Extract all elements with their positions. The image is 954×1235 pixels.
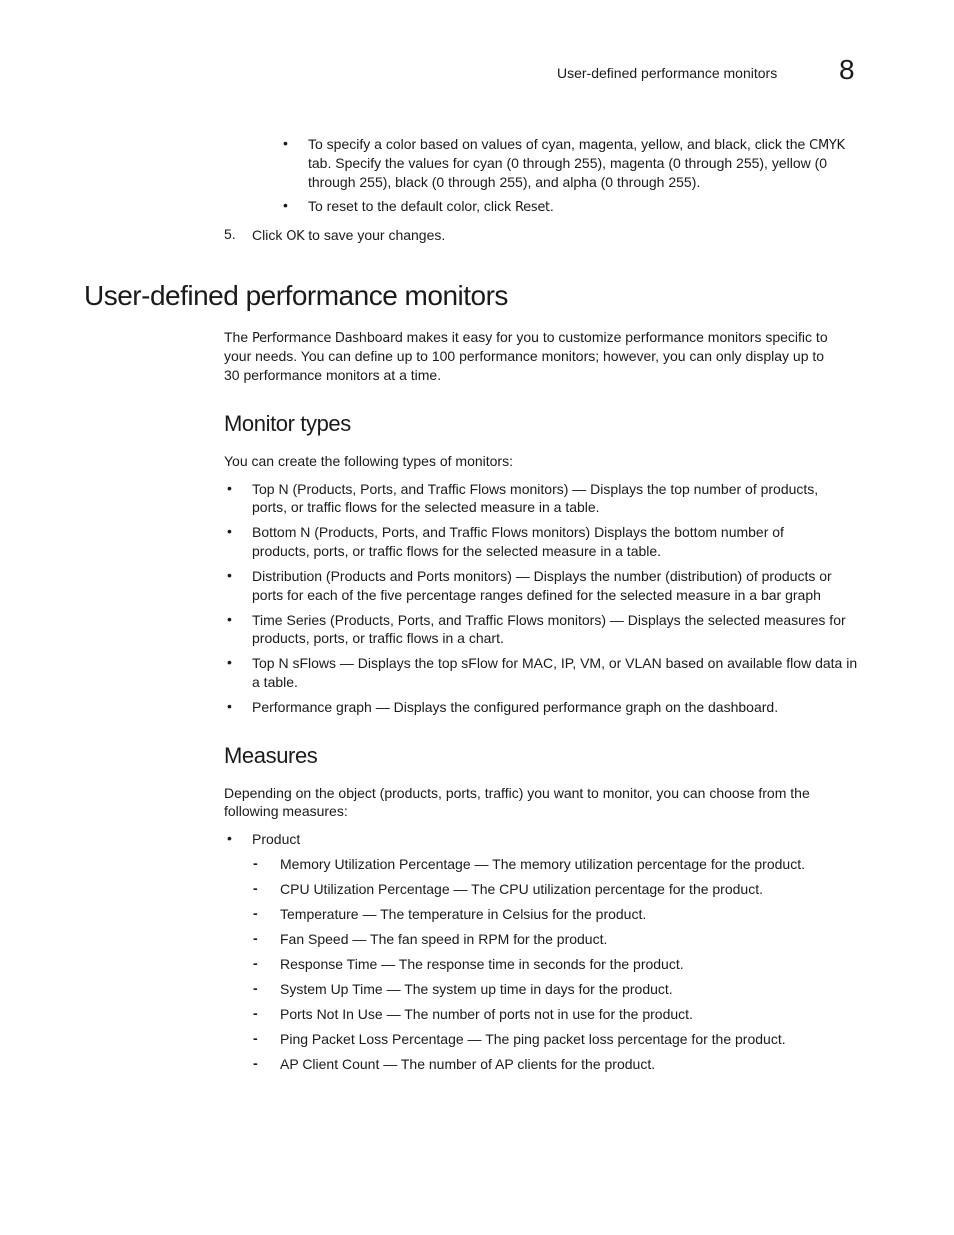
measure-item: CPU Utilization Percentage — The CPU utilization percentage for the product. [280, 881, 763, 897]
intro-para-line1 [224, 328, 828, 348]
measure-item: Response Time — The response time in seconds for the product. [280, 956, 684, 972]
monitor-type-item: Bottom N (Products, Ports, and Traffic Flows monitors) Displays the bottom number of [252, 524, 784, 540]
measure-item: Ports Not In Use — The number of ports not in use for the product. [280, 1006, 693, 1022]
bullet-icon: • [227, 480, 232, 496]
measure-item: Memory Utilization Percentage — The memory utilization percentage for the product. [280, 856, 805, 872]
step-5-pre: Click [252, 227, 287, 243]
step-5-text [252, 226, 445, 246]
measure-item: Temperature — The temperature in Celsius for the product. [280, 906, 647, 922]
intro-para-pre: The [224, 329, 253, 345]
reset-bullet-period: . [549, 198, 554, 214]
reset-bullet [308, 197, 554, 217]
dash-icon: - [253, 855, 258, 871]
bullet-icon: • [227, 567, 232, 583]
dash-icon: - [253, 930, 258, 946]
reset-button-term: Reset [515, 200, 550, 215]
monitor-type-item: Distribution (Products and Ports monitors) — Displays the number (distribution) of products or [252, 568, 832, 584]
dash-icon: - [253, 1030, 258, 1046]
bullet-icon: • [227, 523, 232, 539]
intro-para-post: makes it easy for you to customize performance monitors specific to [402, 329, 828, 345]
ok-button-term: OK [286, 229, 305, 244]
dash-icon: - [253, 905, 258, 921]
section-title: User-defined performance monitors [84, 280, 508, 311]
dash-icon: - [253, 980, 258, 996]
monitor-types-lead: You can create the following types of monitors: [224, 453, 513, 469]
cmyk-bullet-line1 [308, 135, 845, 155]
running-header-title: User-defined performance monitors [557, 65, 778, 81]
intro-para-line2: your needs. You can define up to 100 performance monitors; however, you can only display up to [224, 348, 825, 364]
bullet-icon: • [283, 197, 288, 213]
step-number: 5. [224, 226, 236, 242]
cmyk-bullet-line2: tab. Specify the values for cyan (0 through 255), magenta (0 through 255), yellow (0 [308, 155, 828, 171]
measures-lead-line1: Depending on the object (products, ports, traffic) you want to monitor, you can choose from the [224, 785, 810, 801]
monitor-types-heading: Monitor types [224, 411, 351, 436]
bullet-icon: • [283, 135, 288, 151]
step-5-post: to save your changes. [304, 227, 446, 243]
monitor-type-item: Top N sFlows — Displays the top sFlow for MAC, IP, VM, or VLAN based on available flow data in [252, 655, 858, 671]
chapter-number: 8 [839, 54, 855, 85]
dash-icon: - [253, 955, 258, 971]
dash-icon: - [253, 1055, 258, 1071]
cmyk-tab-term: CMYK [809, 138, 845, 153]
bullet-icon: • [227, 654, 232, 670]
cmyk-bullet-text: To specify a color based on values of cyan, magenta, yellow, and black, click the [308, 136, 810, 152]
measure-item: System Up Time — The system up time in days for the product. [280, 981, 673, 997]
performance-dashboard-term: Performance Dashboard [252, 331, 403, 346]
monitor-type-item: Top N (Products, Ports, and Traffic Flows monitors) — Displays the top number of products, [252, 481, 819, 497]
measure-item: AP Client Count — The number of AP clients for the product. [280, 1056, 656, 1072]
cmyk-bullet-line3: through 255), black (0 through 255), and alpha (0 through 255). [308, 174, 701, 190]
dash-icon: - [253, 880, 258, 896]
measure-item: Ping Packet Loss Percentage — The ping packet loss percentage for the product. [280, 1031, 786, 1047]
monitor-type-item: Performance graph — Displays the configured performance graph on the dashboard. [252, 699, 779, 715]
monitor-type-item-cont: products, ports, or traffic flows in a chart. [252, 630, 504, 646]
bullet-icon: • [227, 830, 232, 846]
intro-para-line3: 30 performance monitors at a time. [224, 367, 442, 383]
measures-heading: Measures [224, 743, 318, 768]
monitor-type-item-cont: products, ports, or traffic flows for the selected measure in a table. [252, 543, 662, 559]
monitor-type-item: Time Series (Products, Ports, and Traffic Flows monitors) — Displays the selected measures for [252, 612, 846, 628]
bullet-icon: • [227, 698, 232, 714]
bullet-icon: • [227, 611, 232, 627]
product-label: Product [252, 831, 301, 847]
monitor-type-item-cont: ports for each of the five percentage ranges defined for the selected measure in a bar graph [252, 587, 821, 603]
measures-lead-line2: following measures: [224, 803, 348, 819]
monitor-type-item-cont: a table. [252, 674, 298, 690]
measure-item: Fan Speed — The fan speed in RPM for the product. [280, 931, 608, 947]
dash-icon: - [253, 1005, 258, 1021]
reset-bullet-text: To reset to the default color, click [308, 198, 515, 214]
monitor-type-item-cont: ports, or traffic flows for the selected measure in a table. [252, 499, 600, 515]
